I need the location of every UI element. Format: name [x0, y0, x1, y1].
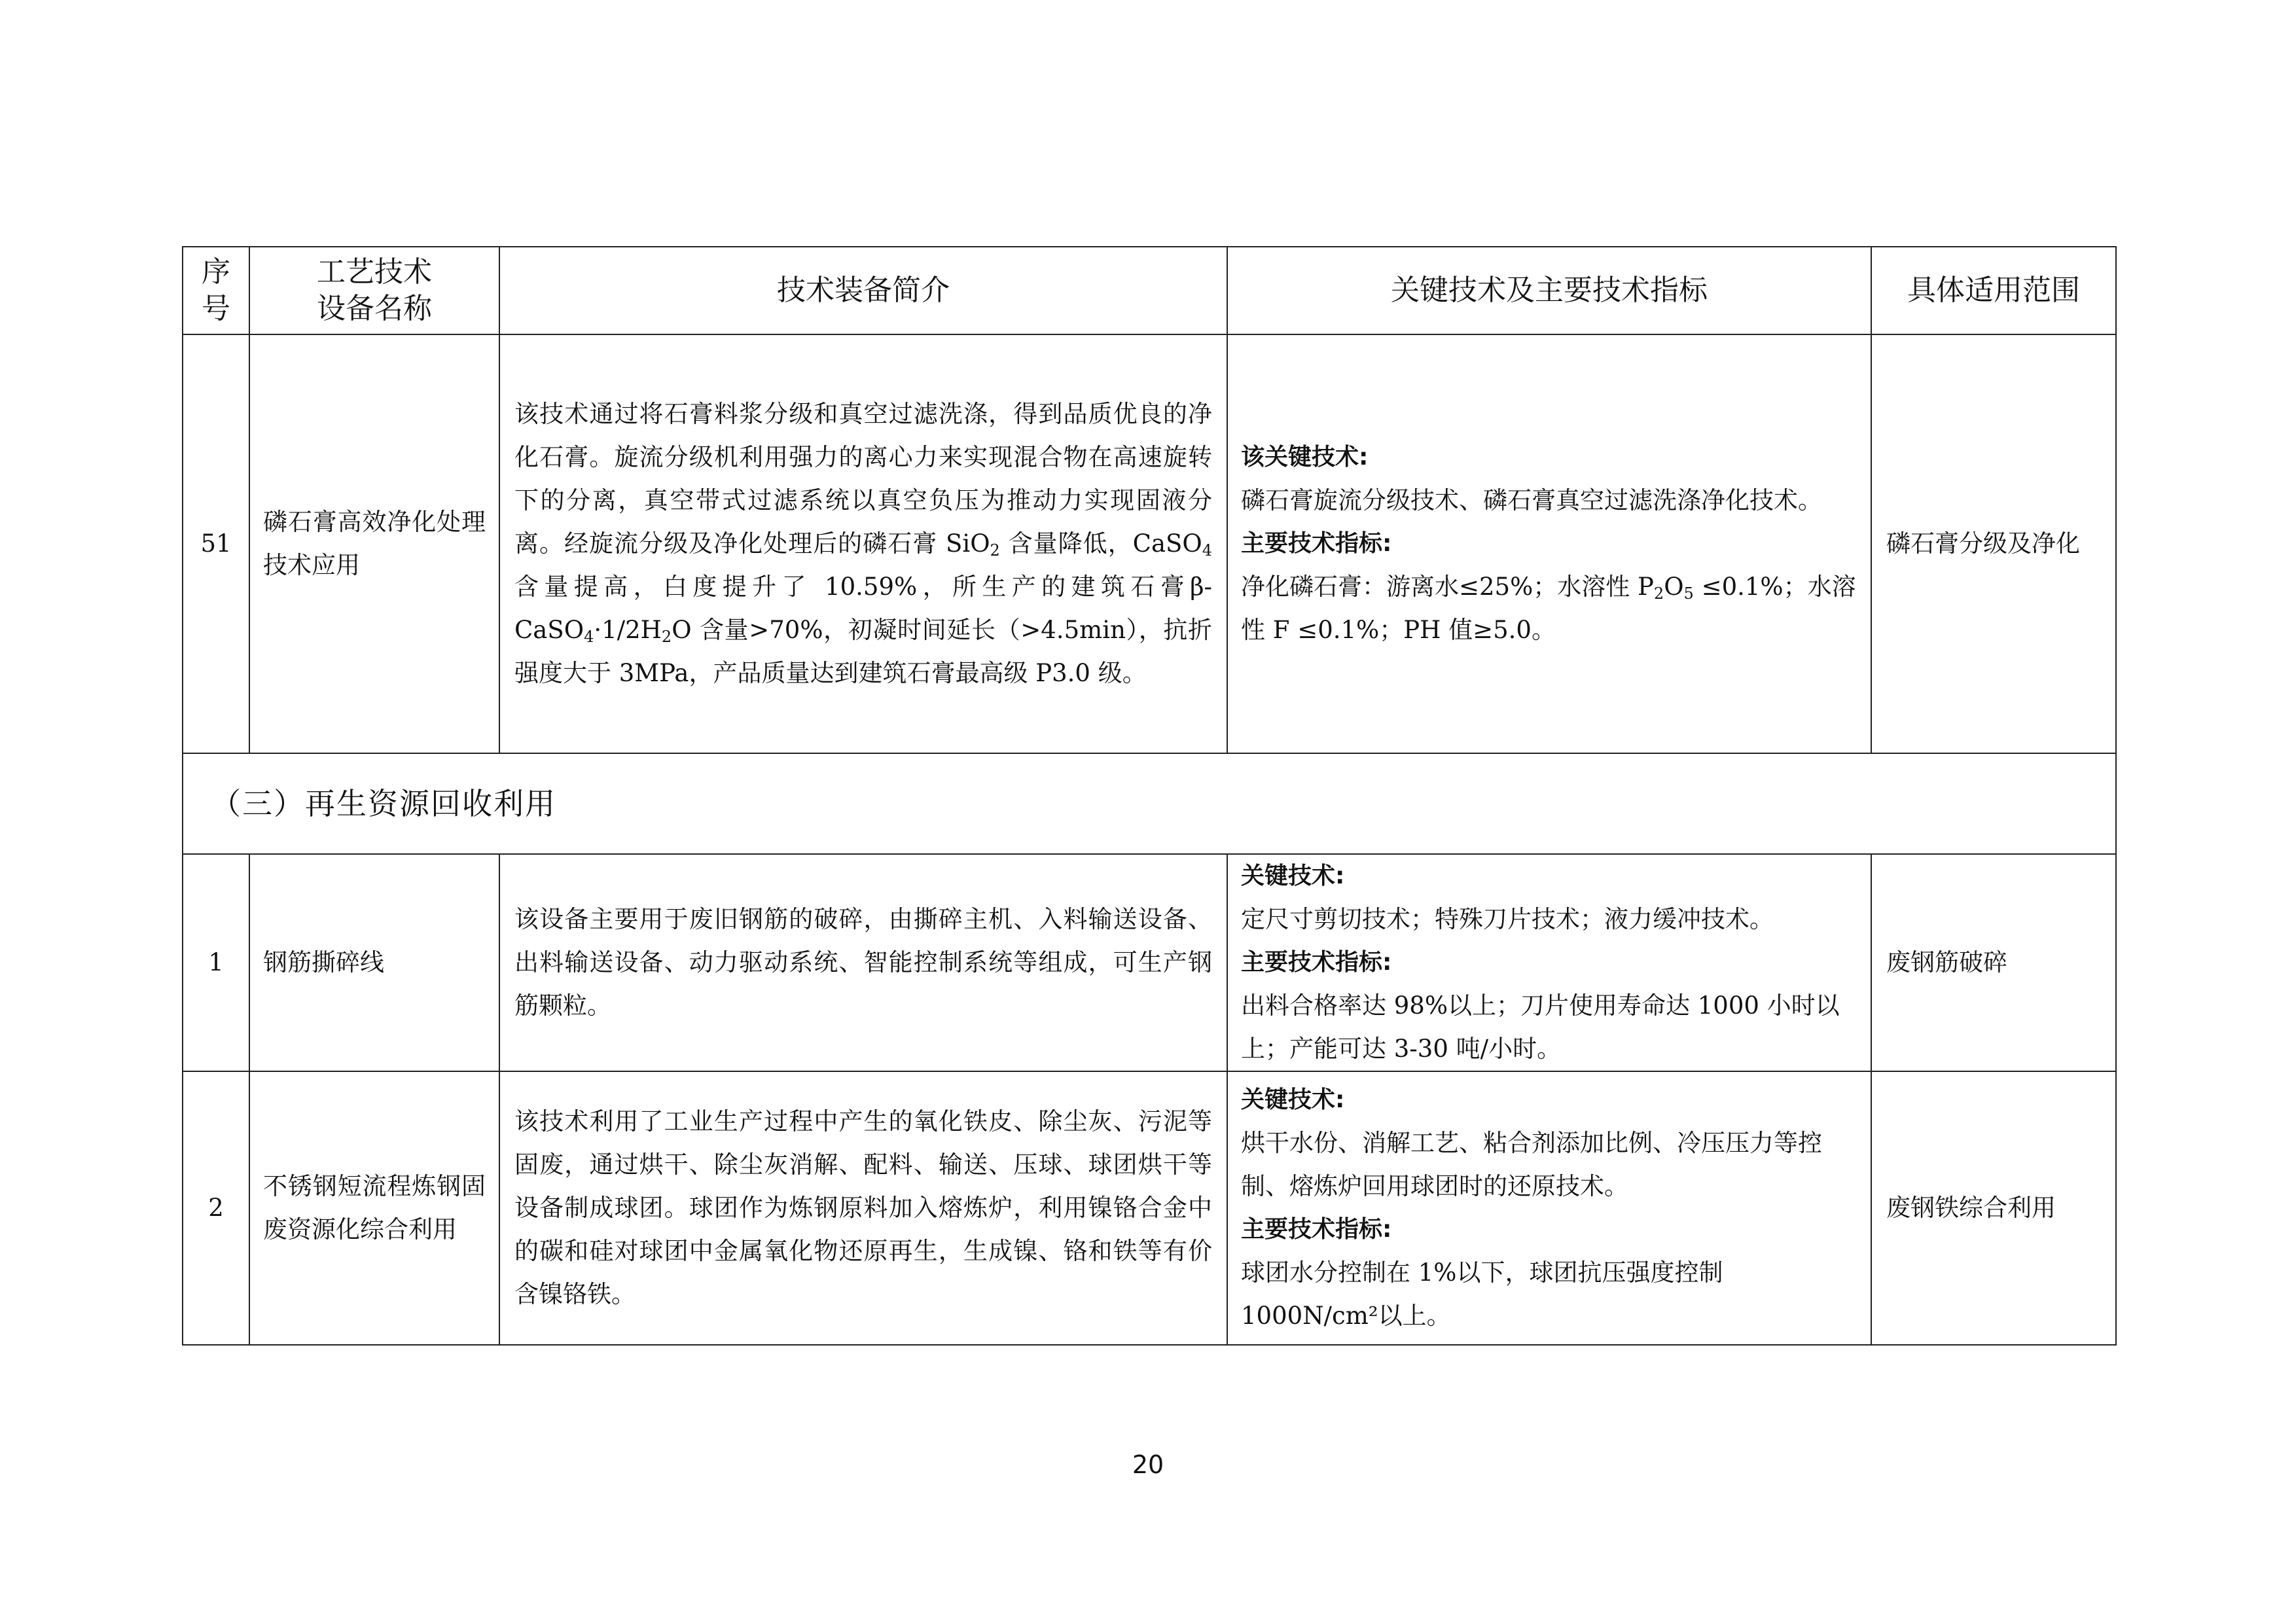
table-row: [183, 854, 2116, 1071]
header-seq: 序 号: [183, 247, 249, 334]
key-tech-text: 烘干水份、消解工艺、粘合剂添加比例、冷压压力等控制、熔炼炉回用球团时的还原技术。: [1241, 1129, 1822, 1200]
row-number: 1: [183, 854, 249, 1071]
tech-index-text: 出料合格率达 98%以上；刀片使用寿命达 1000 小时以上；产能可达 3-30 吨/小时。: [1241, 991, 1840, 1063]
table-row: [183, 334, 2116, 753]
tech-index-label: 主要技术指标:: [1241, 1216, 1392, 1243]
row-scope: 废钢筋破碎: [1871, 854, 2116, 1071]
key-tech-label: 该关键技术:: [1241, 444, 1369, 471]
tech-index-text: 净化磷石膏：游离水≤25%；水溶性 $P_2O_5 \le 0.1\%$；水溶性 F ≤0.1%；PH 值≥5.0。: [1241, 573, 1856, 644]
row-description: 该技术通过将石膏料浆分级和真空过滤洗涤，得到品质优良的净化石膏。旋流分级机利用强力的离心力来实现混合物在高速旋转下的分离，真空带式过滤系统以真空负压为推动力实现固液分离。经旋流分级及净化处理后的磷石膏 SiO$_2$ 含量降低，CaSO$_4$ 含量提高，白度提升了 10.59%，所生产的建筑石膏$\beta-CaSO_4\cdot 1/2H_2O$ 含量>70%，初凝时间延长（>4.5min），抗折强度大于 3MPa，产品质量达到建筑石膏最高级 P3.0 级。: [499, 334, 1227, 753]
process-table: [182, 246, 2117, 1346]
row-key-tech: [1227, 854, 1871, 1071]
section-row: [183, 753, 2116, 854]
header-name: 工艺技术 设备名称: [249, 247, 499, 334]
key-tech-label: 关键技术:: [1241, 1086, 1345, 1113]
tech-index-label: 主要技术指标:: [1241, 949, 1392, 976]
row-scope: 废钢铁综合利用: [1871, 1071, 2116, 1345]
key-tech-label: 关键技术:: [1241, 863, 1345, 889]
row-key-tech: [1227, 334, 1871, 753]
row-name: 钢筋撕碎线: [249, 854, 499, 1071]
row-description: 该设备主要用于废旧钢筋的破碎，由撕碎主机、入料输送设备、出料输送设备、动力驱动系统、智能控制系统等组成，可生产钢筋颗粒。: [499, 854, 1227, 1071]
row-name: 磷石膏高效净化处理技术应用: [249, 334, 499, 753]
row-number: 51: [183, 334, 249, 753]
row-key-tech: [1227, 1071, 1871, 1345]
row-name: 不锈钢短流程炼钢固废资源化综合利用: [249, 1071, 499, 1345]
table-row: [183, 1071, 2116, 1345]
header-key: 关键技术及主要技术指标: [1227, 247, 1871, 334]
key-tech-text: 定尺寸剪切技术；特殊刀片技术；液力缓冲技术。: [1241, 905, 1774, 933]
section-title: （三）再生资源回收利用: [183, 753, 2116, 854]
header-scope: 具体适用范围: [1871, 247, 2116, 334]
row-scope: 磷石膏分级及净化: [1871, 334, 2116, 753]
row-description: 该技术利用了工业生产过程中产生的氧化铁皮、除尘灰、污泥等固废，通过烘干、除尘灰消解、配料、输送、压球、球团烘干等设备制成球团。球团作为炼钢原料加入熔炼炉，利用镍铬合金中的碳和硅对球团中金属氧化物还原再生，生成镍、铬和铁等有价含镍铬铁。: [499, 1071, 1227, 1345]
header-intro: 技术装备简介: [499, 247, 1227, 334]
tech-index-label: 主要技术指标:: [1241, 530, 1392, 557]
page-number: 20: [1132, 1450, 1164, 1479]
tech-index-text: 球团水分控制在 1%以下，球团抗压强度控制 1000N/cm²以上。: [1241, 1258, 1723, 1330]
table-header-row: [183, 247, 2116, 334]
row-number: 2: [183, 1071, 249, 1345]
key-tech-text: 磷石膏旋流分级技术、磷石膏真空过滤洗涤净化技术。: [1241, 486, 1822, 514]
